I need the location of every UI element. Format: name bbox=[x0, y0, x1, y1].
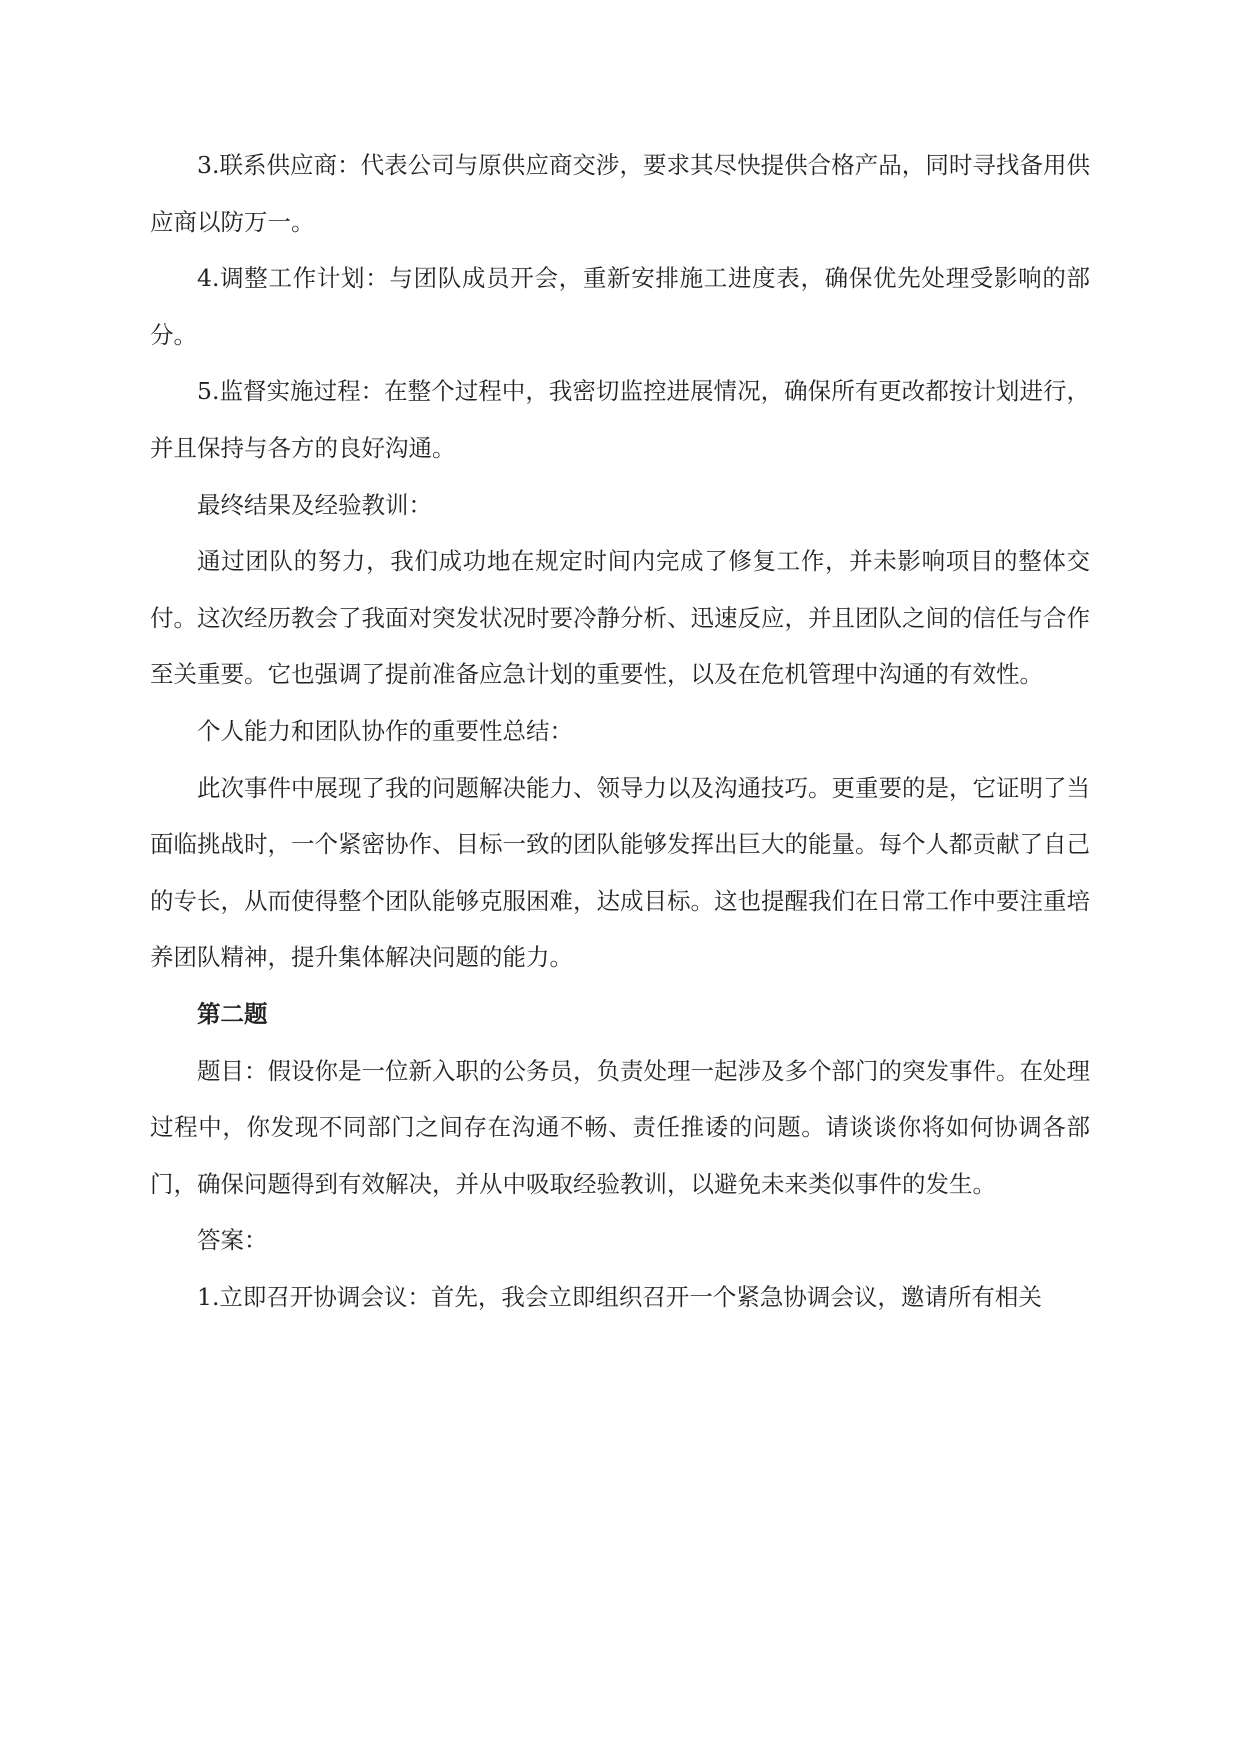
paragraph-results: 通过团队的努力，我们成功地在规定时间内完成了修复工作，并未影响项目的整体交付。这次经历教会了我面对突发状况时要冷静分析、迅速反应，并且团队之间的信任与合作至关重要。它也强调了提前准备应急计划的重要性，以及在危机管理中沟通的有效性。 bbox=[150, 547, 1090, 689]
section-label-results: 最终结果及经验教训： bbox=[197, 490, 432, 519]
paragraph-step-5-supervise: 5.监督实施过程：在整个过程中，我密切监控进展情况，确保所有更改都按计划进行，并且保持与各方的良好沟通。 bbox=[150, 377, 1090, 462]
section-label-summary: 个人能力和团队协作的重要性总结： bbox=[197, 716, 573, 745]
paragraph-question: 题目：假设你是一位新入职的公务员，负责处理一起涉及多个部门的突发事件。在处理过程中，你发现不同部门之间存在沟通不畅、责任推诿的问题。请谈谈你将如何协调各部门，确保问题得到有效解决，并从中吸取经验教训，以避免未来类似事件的发生。 bbox=[150, 1056, 1090, 1198]
paragraph-answer-step-1: 1.立即召开协调会议：首先，我会立即组织召开一个紧急协调会议，邀请所有相关 bbox=[197, 1282, 1042, 1311]
answer-label: 答案： bbox=[197, 1226, 268, 1255]
paragraph-step-3-contact-supplier: 3.联系供应商：代表公司与原供应商交涉，要求其尽快提供合格产品，同时寻找备用供应商以防万一。 bbox=[150, 151, 1090, 236]
question-heading: 第二题 bbox=[197, 999, 268, 1028]
paragraph-step-4-adjust-plan: 4.调整工作计划：与团队成员开会，重新安排施工进度表，确保优先处理受影响的部分。 bbox=[150, 264, 1090, 349]
paragraph-summary: 此次事件中展现了我的问题解决能力、领导力以及沟通技巧。更重要的是，它证明了当面临挑战时，一个紧密协作、目标一致的团队能够发挥出巨大的能量。每个人都贡献了自己的专长，从而使得整个团队能够克服困难，达成目标。这也提醒我们在日常工作中要注重培养团队精神，提升集体解决问题的能力。 bbox=[150, 773, 1090, 972]
document-page bbox=[150, 137, 1090, 1325]
